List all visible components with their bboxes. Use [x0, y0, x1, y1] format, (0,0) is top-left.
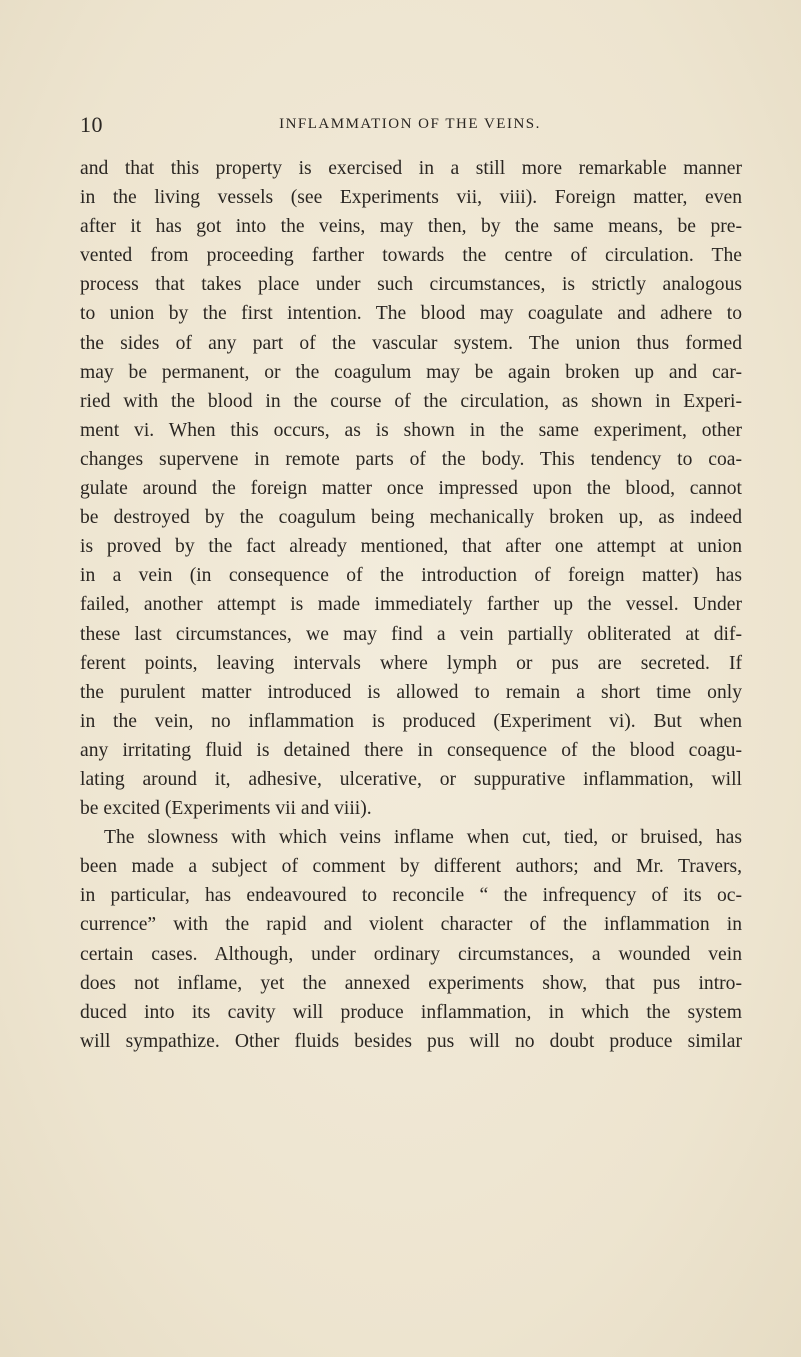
- text-line: does not inflame, yet the annexed experiments show, that pus intro-: [80, 972, 742, 994]
- text-line: be destroyed by the coagulum being mechanically broken up, as indeed: [80, 507, 742, 529]
- text-line: changes supervene in remote parts of the body. This tendency to coa-: [80, 448, 742, 470]
- text-line: the purulent matter introduced is allowed to remain a short time only: [80, 681, 742, 703]
- text-line: duced into its cavity will produce inflammation, in which the system: [80, 1001, 742, 1023]
- text-line: process that takes place under such circumstances, is strictly analogous: [80, 274, 742, 296]
- text-line: in particular, has endeavoured to reconcile “ the infrequency of its oc-: [80, 885, 742, 907]
- text-line: lating around it, adhesive, ulcerative, or suppurative inflammation, will: [80, 768, 742, 790]
- text-line: to union by the first intention. The blood may coagulate and adhere to: [80, 303, 742, 325]
- running-title: INFLAMMATION OF THE VEINS.: [279, 116, 541, 132]
- paragraph-end-line: be excited (Experiments vii and viii).: [80, 798, 372, 820]
- text-line: any irritating fluid is detained there in consequence of the blood coagu-: [80, 739, 742, 761]
- text-line: currence” with the rapid and violent character of the inflammation in: [80, 914, 742, 936]
- text-line: ferent points, leaving intervals where lymph or pus are secreted. If: [80, 652, 742, 674]
- text-line: ried with the blood in the course of the circulation, as shown in Experi-: [80, 390, 742, 412]
- text-line: failed, another attempt is made immediately farther up the vessel. Under: [80, 594, 742, 616]
- text-line: certain cases. Although, under ordinary circumstances, a wounded vein: [80, 943, 742, 965]
- page-number: 10: [80, 112, 103, 137]
- text-line: is proved by the fact already mentioned, that after one attempt at union: [80, 536, 742, 558]
- text-line: been made a subject of comment by different authors; and Mr. Travers,: [80, 856, 742, 878]
- text-line: may be permanent, or the coagulum may be again broken up and car-: [80, 361, 742, 383]
- text-line: in the living vessels (see Experiments vii, viii). Foreign matter, even: [80, 187, 742, 209]
- text-line: after it has got into the veins, may then, by the same means, be pre-: [80, 216, 742, 238]
- text-line: vented from proceeding farther towards the centre of circulation. The: [80, 245, 742, 267]
- text-line: ment vi. When this occurs, as is shown in the same experiment, other: [80, 419, 742, 441]
- text-line: will sympathize. Other fluids besides pus will no doubt produce similar: [80, 1030, 742, 1052]
- text-line: in the vein, no inflammation is produced (Experiment vi). But when: [80, 710, 742, 732]
- text-line: gulate around the foreign matter once impressed upon the blood, cannot: [80, 478, 742, 500]
- text-line: in a vein (in consequence of the introduction of foreign matter) has: [80, 565, 742, 587]
- text-line: the sides of any part of the vascular system. The union thus formed: [80, 332, 742, 354]
- running-head: [80, 112, 740, 140]
- text-line: and that this property is exercised in a still more remarkable manner: [80, 158, 742, 179]
- body-text: [80, 154, 742, 1056]
- text-line: these last circumstances, we may find a vein partially obliterated at dif-: [80, 623, 742, 645]
- paragraph-start-line: The slowness with which veins inflame when cut, tied, or bruised, has: [104, 827, 742, 849]
